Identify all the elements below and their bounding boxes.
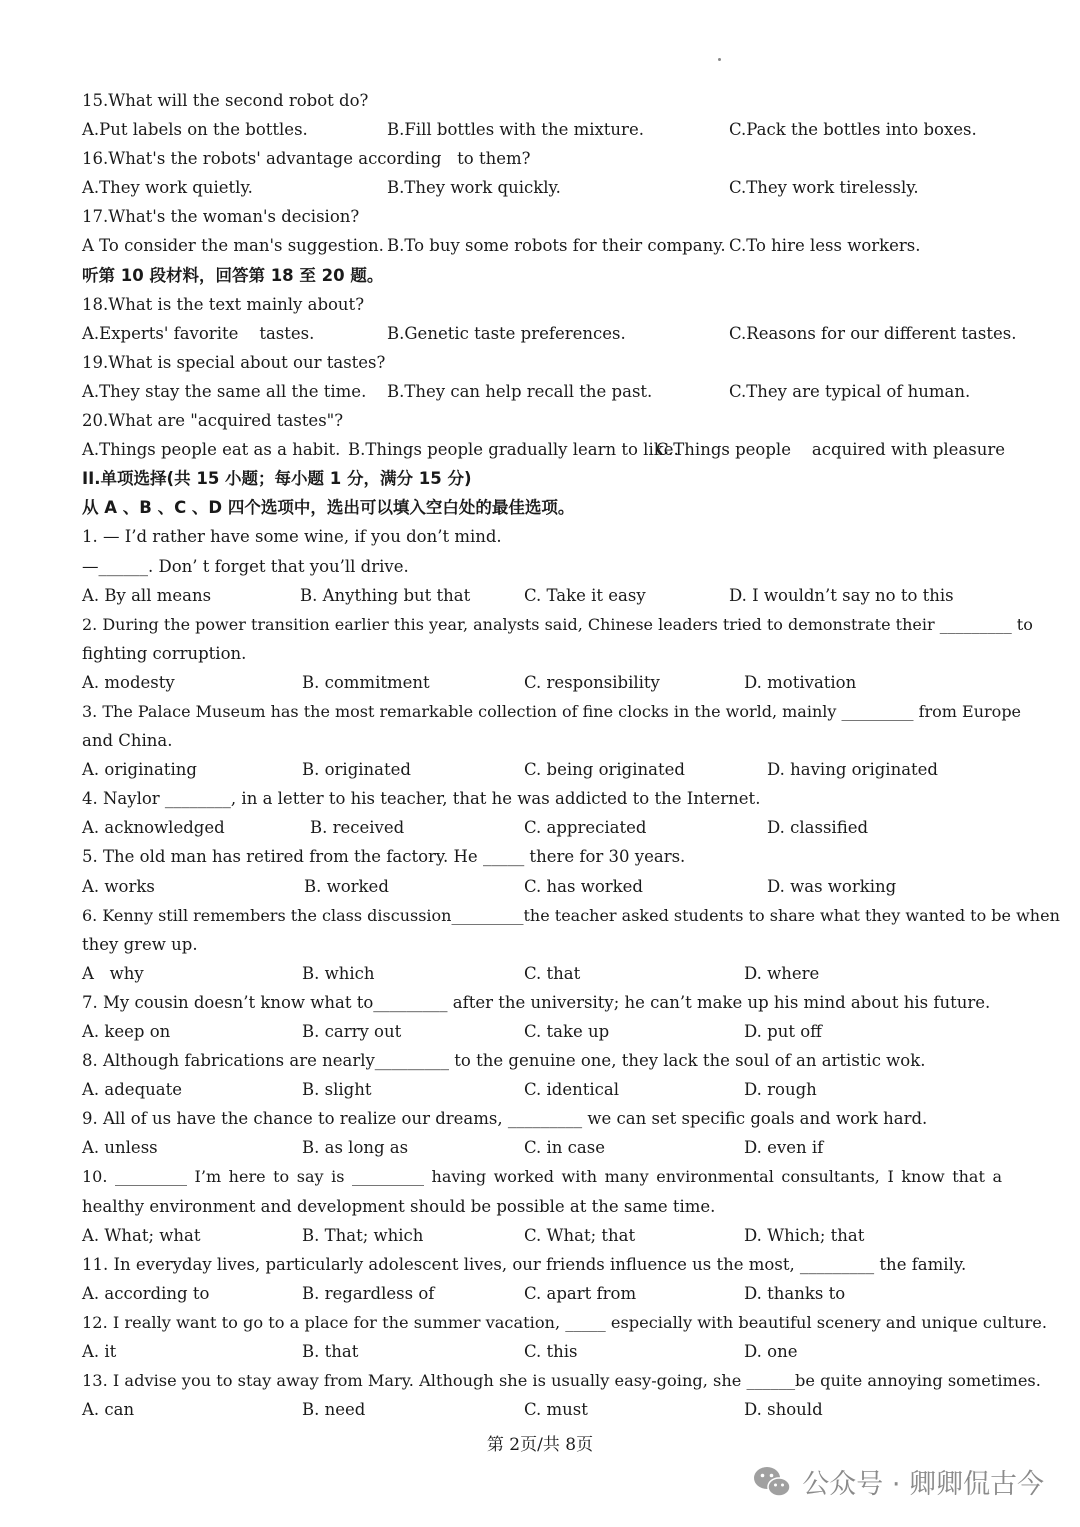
- option-d: D. having originated: [767, 760, 938, 780]
- option-b: B. that: [302, 1342, 359, 1362]
- option-a: A To consider the man's suggestion.: [82, 236, 384, 256]
- question-2-stem-cont: fighting corruption.: [82, 643, 247, 663]
- option-d: D. I wouldn’t say no to this: [729, 585, 954, 605]
- option-b: B.Genetic taste preferences.: [387, 323, 626, 343]
- options-12: [82, 1337, 1002, 1366]
- option-c: C. being originated: [524, 760, 685, 780]
- question-10-stem: 10. _________ I’m here to say is _________ having worked with many environmental consultants, I know that a: [82, 1167, 1002, 1187]
- options-3: [82, 755, 1002, 784]
- option-c: C. take up: [524, 1022, 610, 1041]
- options-15: [82, 115, 1002, 144]
- question-9-stem: 9. All of us have the chance to realize our dreams, _________ we can set specific goals and work hard.: [82, 1109, 928, 1129]
- option-a: A. keep on: [82, 1022, 171, 1041]
- question-19: 19.What is special about our tastes?: [82, 352, 386, 372]
- option-b: B.Things people gradually learn to like.: [348, 440, 679, 460]
- option-c: C. apart from: [524, 1283, 637, 1303]
- question-1-reply: —______. Don’ t forget that you’ll drive.: [82, 556, 409, 576]
- question-8-stem: 8. Although fabrications are nearly_________ to the genuine one, they lack the soul of an artistic wok.: [82, 1051, 926, 1071]
- option-a: A. it: [82, 1342, 117, 1362]
- option-b: B.To buy some robots for their company.: [387, 236, 726, 256]
- option-a: A.They stay the same all the time.: [82, 381, 367, 401]
- options-2: [82, 668, 1002, 697]
- question-2-stem: 2. During the power transition earlier this year, analysts said, Chinese leaders tried to demonstrate their _________ to: [82, 614, 1033, 634]
- section-10-heading: 听第 10 段材料，回答第 18 至 20 题。: [82, 265, 384, 285]
- option-b: B. worked: [304, 876, 389, 896]
- option-a: A. works: [82, 876, 155, 896]
- question-1-stem: 1. — I’d rather have some wine, if you don’t mind.: [82, 527, 502, 547]
- option-b: B. need: [302, 1400, 366, 1420]
- option-a: A. acknowledged: [82, 818, 225, 838]
- watermark: [752, 1462, 1044, 1501]
- option-a: A. according to: [82, 1283, 210, 1303]
- question-16: 16.What's the robots' advantage according to them?: [82, 149, 531, 169]
- option-b: B. originated: [302, 760, 411, 780]
- question-10-stem-cont: healthy environment and development should be possible at the same time.: [82, 1196, 716, 1216]
- option-c: C. that: [524, 963, 581, 983]
- question-20: 20.What are "acquired tastes"?: [82, 411, 344, 431]
- option-d: D. rough: [744, 1080, 817, 1100]
- option-c: C. appreciated: [524, 818, 647, 838]
- option-c: C.To hire less workers.: [729, 236, 921, 256]
- question-13-stem: 13. I advise you to stay away from Mary. Although she is usually easy-going, she ______be quite annoying sometimes.: [82, 1371, 1041, 1391]
- options-5: [82, 872, 1002, 901]
- option-a: A.They work quietly.: [82, 178, 253, 198]
- part-2-heading: II.单项选择(共 15 小题；每小题 1 分，满分 15 分): [82, 469, 472, 489]
- watermark-text: 公众号 · 卿卿侃古今: [802, 1469, 1044, 1500]
- option-c: C. Take it easy: [524, 585, 646, 605]
- option-a: A. adequate: [82, 1080, 182, 1100]
- option-c: C.They are typical of human.: [729, 381, 971, 401]
- option-a: A. modesty: [82, 672, 175, 692]
- options-13: [82, 1395, 1002, 1424]
- options-9: [82, 1133, 1002, 1162]
- question-6-stem: 6. Kenny still remembers the class discussion_________the teacher asked students to share what they wanted to be when: [82, 905, 1060, 925]
- question-15: 15.What will the second robot do?: [82, 91, 369, 110]
- option-b: B. commitment: [302, 672, 430, 692]
- options-4: [82, 813, 1002, 842]
- question-17: 17.What's the woman's decision?: [82, 207, 360, 227]
- options-1: [82, 581, 1002, 610]
- options-16: [82, 173, 1002, 202]
- speck: [718, 58, 721, 61]
- part-2-instruction: 从 A 、B 、C 、D 四个选项中，选出可以填入空白处的最佳选项。: [82, 498, 575, 518]
- option-a: A. unless: [82, 1138, 158, 1158]
- options-17: [82, 231, 1002, 260]
- option-b: B. which: [302, 963, 375, 983]
- option-a: A. By all means: [82, 585, 212, 605]
- option-c: C. has worked: [524, 876, 643, 896]
- options-10: [82, 1221, 1002, 1250]
- option-c: C. What; that: [524, 1225, 636, 1245]
- question-3-stem-cont: and China.: [82, 731, 173, 751]
- option-d: D. where: [744, 963, 820, 983]
- question-6-stem-cont: they grew up.: [82, 934, 198, 954]
- option-b: B. received: [310, 818, 405, 838]
- question-18: 18.What is the text mainly about?: [82, 294, 365, 314]
- option-b: B. regardless of: [302, 1283, 435, 1303]
- options-19: [82, 377, 1002, 406]
- exam-page: [82, 86, 1060, 1424]
- options-11: [82, 1279, 1002, 1308]
- question-11-stem: 11. In everyday lives, particularly adolescent lives, our friends influence us the most, _________ the family.: [82, 1254, 967, 1274]
- option-d: D. even if: [744, 1138, 824, 1158]
- option-c: C.Reasons for our different tastes.: [729, 323, 1017, 343]
- options-8: [82, 1075, 1002, 1104]
- option-d: D. motivation: [744, 672, 857, 692]
- option-a: A. originating: [82, 760, 197, 780]
- option-c: C. this: [524, 1342, 578, 1362]
- option-b: B. Anything but that: [300, 585, 471, 605]
- option-d: D. classified: [767, 818, 869, 838]
- option-c: C. responsibility: [524, 672, 660, 692]
- option-c: C.Things people acquired with pleasure: [656, 440, 1006, 460]
- question-5-stem: 5. The old man has retired from the factory. He _____ there for 30 years.: [82, 847, 686, 867]
- option-d: D. should: [744, 1400, 823, 1420]
- option-a: A. can: [82, 1400, 135, 1420]
- option-c: C. must: [524, 1400, 588, 1420]
- option-d: D. Which; that: [744, 1225, 865, 1245]
- options-6: [82, 959, 1002, 988]
- wechat-icon: [752, 1465, 792, 1499]
- option-a: A.Put labels on the bottles.: [82, 120, 308, 140]
- question-4-stem: 4. Naylor ________, in a letter to his teacher, that he was addicted to the Internet.: [82, 789, 761, 809]
- option-c: C.Pack the bottles into boxes.: [729, 120, 977, 140]
- question-12-stem: 12. I really want to go to a place for the summer vacation, _____ especially with beautiful scenery and unique culture.: [82, 1312, 1047, 1332]
- option-b: B.They can help recall the past.: [387, 381, 653, 401]
- option-a: A.Experts' favorite tastes.: [82, 323, 315, 343]
- option-b: B. carry out: [302, 1022, 402, 1041]
- option-a: A.Things people eat as a habit.: [82, 440, 341, 460]
- option-b: B.They work quickly.: [387, 178, 561, 198]
- option-b: B.Fill bottles with the mixture.: [387, 120, 644, 140]
- page-number: 第 2页/共 8页: [486, 1435, 594, 1455]
- options-20: [82, 435, 1006, 464]
- option-c: C. identical: [524, 1080, 620, 1100]
- options-18: [82, 319, 1017, 348]
- option-a: A why: [82, 963, 144, 983]
- option-d: D. one: [744, 1342, 798, 1362]
- option-d: D. was working: [767, 876, 897, 896]
- option-d: D. thanks to: [744, 1283, 846, 1303]
- question-7-stem: 7. My cousin doesn’t know what to_________ after the university; he can’t make up his mind about his future.: [82, 992, 991, 1012]
- option-a: A. What; what: [82, 1225, 201, 1245]
- option-d: D. put off: [744, 1022, 822, 1041]
- option-b: B. That; which: [302, 1225, 424, 1245]
- option-c: C.They work tirelessly.: [729, 178, 919, 198]
- option-c: C. in case: [524, 1138, 605, 1158]
- options-7: [82, 1017, 1002, 1046]
- question-3-stem: 3. The Palace Museum has the most remarkable collection of fine clocks in the world, mainly _________ from Europe: [82, 701, 1022, 721]
- option-b: B. as long as: [302, 1138, 409, 1158]
- option-b: B. slight: [302, 1080, 372, 1100]
